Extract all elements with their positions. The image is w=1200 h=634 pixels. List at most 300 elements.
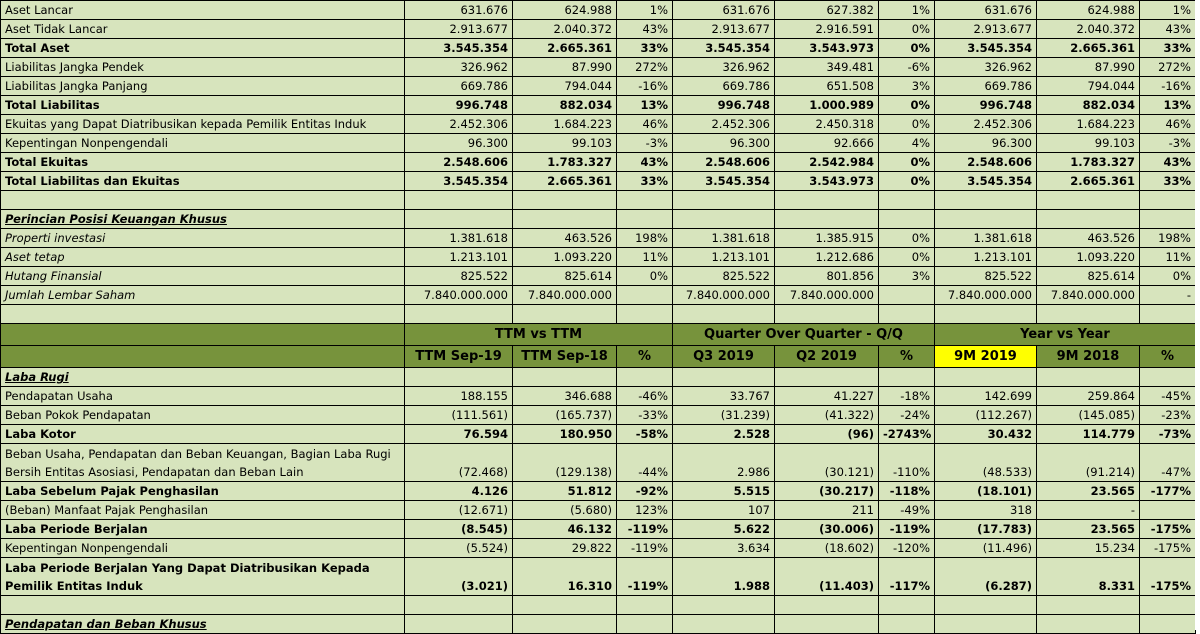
value-cell[interactable]: 326.962 [673, 58, 775, 77]
value-cell[interactable]: 29.822 [513, 539, 617, 558]
row-label-cell[interactable] [1, 191, 405, 210]
value-cell[interactable]: (3.021) [405, 558, 513, 596]
value-cell[interactable] [1140, 210, 1196, 229]
value-cell[interactable]: (8.545) [405, 520, 513, 539]
value-cell[interactable]: 3% [879, 77, 935, 96]
value-cell[interactable]: 326.962 [935, 58, 1037, 77]
value-cell[interactable]: -119% [617, 539, 673, 558]
value-cell[interactable]: (18.101) [935, 482, 1037, 501]
value-cell[interactable]: (145.085) [1037, 406, 1140, 425]
value-cell[interactable]: 794.044 [513, 77, 617, 96]
value-cell[interactable]: -177% [1140, 482, 1196, 501]
value-cell[interactable]: 669.786 [935, 77, 1037, 96]
value-cell[interactable] [513, 305, 617, 324]
value-cell[interactable]: 11% [617, 248, 673, 267]
value-cell[interactable]: 1% [879, 1, 935, 20]
value-cell[interactable]: -119% [617, 558, 673, 596]
value-cell[interactable]: 7.840.000.000 [1037, 286, 1140, 305]
value-cell[interactable]: 3.545.354 [673, 39, 775, 58]
row-label-cell[interactable]: Beban Usaha, Pendapatan dan Beban Keuangan, Bagian Laba Rugi Bersih Entitas Asosiasi, Pendapatan dan Beban Lain [1, 444, 405, 482]
value-cell[interactable]: 33.767 [673, 387, 775, 406]
value-cell[interactable]: 1.684.223 [513, 115, 617, 134]
value-cell[interactable]: -23% [1140, 406, 1196, 425]
row-label-cell[interactable]: Hutang Finansial [1, 267, 405, 286]
value-cell[interactable]: 33% [617, 172, 673, 191]
value-cell[interactable]: 0% [879, 172, 935, 191]
value-cell[interactable]: (96) [775, 425, 879, 444]
value-cell[interactable]: 2.452.306 [405, 115, 513, 134]
value-cell[interactable]: 0% [879, 229, 935, 248]
value-cell[interactable] [405, 210, 513, 229]
value-cell[interactable]: 7.840.000.000 [935, 286, 1037, 305]
value-cell[interactable]: 2.665.361 [513, 39, 617, 58]
value-cell[interactable] [879, 286, 935, 305]
value-cell[interactable]: -73% [1140, 425, 1196, 444]
value-cell[interactable]: 2.040.372 [513, 20, 617, 39]
value-cell[interactable]: 1.381.618 [935, 229, 1037, 248]
value-cell[interactable]: 33% [1140, 172, 1196, 191]
row-label-cell[interactable]: Properti investasi [1, 229, 405, 248]
value-cell[interactable] [775, 191, 879, 210]
value-cell[interactable]: (30.121) [775, 444, 879, 482]
row-label-cell[interactable]: Aset Lancar [1, 1, 405, 20]
value-cell[interactable]: 96.300 [673, 134, 775, 153]
value-cell[interactable]: (72.468) [405, 444, 513, 482]
row-label-cell[interactable]: Liabilitas Jangka Panjang [1, 77, 405, 96]
value-cell[interactable]: -3% [1140, 134, 1196, 153]
value-cell[interactable]: 7.840.000.000 [405, 286, 513, 305]
row-label-cell[interactable]: Perincian Posisi Keuangan Khusus [1, 210, 405, 229]
value-cell[interactable]: 2.665.361 [1037, 39, 1140, 58]
row-label-cell[interactable]: Liabilitas Jangka Pendek [1, 58, 405, 77]
value-cell[interactable] [1140, 191, 1196, 210]
value-cell[interactable]: 4.126 [405, 482, 513, 501]
value-cell[interactable]: -16% [617, 77, 673, 96]
value-cell[interactable]: (12.671) [405, 501, 513, 520]
value-cell[interactable]: -119% [617, 520, 673, 539]
value-cell[interactable]: 1.000.989 [775, 96, 879, 115]
value-cell[interactable]: 180.950 [513, 425, 617, 444]
value-cell[interactable]: 882.034 [1037, 96, 1140, 115]
value-cell[interactable] [617, 596, 673, 615]
value-cell[interactable]: (5.680) [513, 501, 617, 520]
value-cell[interactable]: 1.093.220 [1037, 248, 1140, 267]
value-cell[interactable]: 631.676 [935, 1, 1037, 20]
value-cell[interactable]: 5.622 [673, 520, 775, 539]
value-cell[interactable] [405, 596, 513, 615]
value-cell[interactable]: -175% [1140, 520, 1196, 539]
value-cell[interactable]: 1.093.220 [513, 248, 617, 267]
value-cell[interactable]: 1.783.327 [1037, 153, 1140, 172]
value-cell[interactable]: 87.990 [1037, 58, 1140, 77]
value-cell[interactable]: 0% [1140, 267, 1196, 286]
row-label-cell[interactable]: Laba Sebelum Pajak Penghasilan [1, 482, 405, 501]
value-cell[interactable]: (5.524) [405, 539, 513, 558]
value-cell[interactable]: 825.614 [1037, 267, 1140, 286]
value-cell[interactable] [879, 305, 935, 324]
value-cell[interactable]: 326.962 [405, 58, 513, 77]
value-cell[interactable]: (129.138) [513, 444, 617, 482]
value-cell[interactable] [405, 615, 513, 634]
value-cell[interactable] [513, 615, 617, 634]
value-cell[interactable]: -16% [1140, 77, 1196, 96]
column-header-cell[interactable]: % [1140, 346, 1196, 368]
value-cell[interactable]: 43% [617, 153, 673, 172]
value-cell[interactable]: (30.217) [775, 482, 879, 501]
header-blank-cell[interactable] [1, 324, 405, 346]
value-cell[interactable]: - [1037, 501, 1140, 520]
value-cell[interactable]: (11.496) [935, 539, 1037, 558]
value-cell[interactable] [775, 305, 879, 324]
value-cell[interactable]: 99.103 [1037, 134, 1140, 153]
row-label-cell[interactable]: Pendapatan dan Beban Khusus [1, 615, 405, 634]
value-cell[interactable]: 4% [879, 134, 935, 153]
value-cell[interactable]: 2.528 [673, 425, 775, 444]
value-cell[interactable]: 2.452.306 [673, 115, 775, 134]
row-label-cell[interactable]: Aset tetap [1, 248, 405, 267]
row-label-cell[interactable] [1, 305, 405, 324]
column-header-cell[interactable]: 9M 2018 [1037, 346, 1140, 368]
value-cell[interactable]: 7.840.000.000 [673, 286, 775, 305]
value-cell[interactable] [673, 305, 775, 324]
value-cell[interactable] [617, 305, 673, 324]
value-cell[interactable] [1140, 305, 1196, 324]
row-label-cell[interactable]: Kepentingan Nonpengendali [1, 134, 405, 153]
value-cell[interactable]: (91.214) [1037, 444, 1140, 482]
value-cell[interactable]: -49% [879, 501, 935, 520]
value-cell[interactable]: 0% [617, 267, 673, 286]
value-cell[interactable]: 259.864 [1037, 387, 1140, 406]
value-cell[interactable]: 7.840.000.000 [775, 286, 879, 305]
value-cell[interactable]: 996.748 [935, 96, 1037, 115]
value-cell[interactable] [673, 210, 775, 229]
value-cell[interactable]: 463.526 [513, 229, 617, 248]
value-cell[interactable]: 15.234 [1037, 539, 1140, 558]
value-cell[interactable] [513, 191, 617, 210]
value-cell[interactable]: 7.840.000.000 [513, 286, 617, 305]
value-cell[interactable]: 1.213.101 [405, 248, 513, 267]
value-cell[interactable]: 107 [673, 501, 775, 520]
value-cell[interactable]: 631.676 [405, 1, 513, 20]
value-cell[interactable]: 996.748 [405, 96, 513, 115]
value-cell[interactable]: 463.526 [1037, 229, 1140, 248]
value-cell[interactable]: 23.565 [1037, 520, 1140, 539]
row-label-cell[interactable]: Laba Periode Berjalan Yang Dapat Diatribusikan Kepada Pemilik Entitas Induk [1, 558, 405, 596]
value-cell[interactable]: 188.155 [405, 387, 513, 406]
value-cell[interactable]: 3.545.354 [673, 172, 775, 191]
row-label-cell[interactable]: Aset Tidak Lancar [1, 20, 405, 39]
value-cell[interactable]: 651.508 [775, 77, 879, 96]
value-cell[interactable]: 2.665.361 [1037, 172, 1140, 191]
value-cell[interactable]: -117% [879, 558, 935, 596]
value-cell[interactable] [673, 368, 775, 387]
value-cell[interactable]: - [1140, 286, 1196, 305]
value-cell[interactable]: 3% [879, 267, 935, 286]
row-label-cell[interactable]: Laba Rugi [1, 368, 405, 387]
value-cell[interactable]: 825.614 [513, 267, 617, 286]
value-cell[interactable]: -18% [879, 387, 935, 406]
value-cell[interactable]: 46% [1140, 115, 1196, 134]
column-header-cell[interactable]: % [879, 346, 935, 368]
value-cell[interactable] [405, 368, 513, 387]
value-cell[interactable]: 41.227 [775, 387, 879, 406]
value-cell[interactable]: 30.432 [935, 425, 1037, 444]
value-cell[interactable]: (17.783) [935, 520, 1037, 539]
value-cell[interactable]: 825.522 [405, 267, 513, 286]
value-cell[interactable] [405, 191, 513, 210]
value-cell[interactable]: 0% [879, 115, 935, 134]
row-label-cell[interactable]: Jumlah Lembar Saham [1, 286, 405, 305]
value-cell[interactable] [1140, 368, 1196, 387]
value-cell[interactable]: 5.515 [673, 482, 775, 501]
value-cell[interactable] [879, 596, 935, 615]
value-cell[interactable]: 2.450.318 [775, 115, 879, 134]
row-label-cell[interactable]: Pendapatan Usaha [1, 387, 405, 406]
value-cell[interactable] [1037, 210, 1140, 229]
value-cell[interactable]: 349.481 [775, 58, 879, 77]
value-cell[interactable]: 198% [1140, 229, 1196, 248]
column-header-cell[interactable]: Q3 2019 [673, 346, 775, 368]
value-cell[interactable] [1037, 615, 1140, 634]
value-cell[interactable]: 3.543.973 [775, 39, 879, 58]
row-label-cell[interactable]: (Beban) Manfaat Pajak Penghasilan [1, 501, 405, 520]
value-cell[interactable] [617, 286, 673, 305]
value-cell[interactable]: 669.786 [405, 77, 513, 96]
row-label-cell[interactable]: Total Liabilitas [1, 96, 405, 115]
value-cell[interactable] [1037, 368, 1140, 387]
value-cell[interactable]: 92.666 [775, 134, 879, 153]
value-cell[interactable]: (111.561) [405, 406, 513, 425]
value-cell[interactable]: 33% [1140, 39, 1196, 58]
value-cell[interactable]: 318 [935, 501, 1037, 520]
value-cell[interactable]: 46% [617, 115, 673, 134]
value-cell[interactable]: (48.533) [935, 444, 1037, 482]
value-cell[interactable]: 1% [1140, 1, 1196, 20]
value-cell[interactable] [405, 305, 513, 324]
value-cell[interactable] [775, 210, 879, 229]
value-cell[interactable]: -6% [879, 58, 935, 77]
value-cell[interactable]: 272% [1140, 58, 1196, 77]
value-cell[interactable]: -46% [617, 387, 673, 406]
value-cell[interactable]: -33% [617, 406, 673, 425]
value-cell[interactable]: (11.403) [775, 558, 879, 596]
value-cell[interactable]: 825.522 [673, 267, 775, 286]
value-cell[interactable] [1037, 305, 1140, 324]
value-cell[interactable]: -2743% [879, 425, 935, 444]
value-cell[interactable] [935, 191, 1037, 210]
value-cell[interactable] [775, 368, 879, 387]
value-cell[interactable]: 1.783.327 [513, 153, 617, 172]
value-cell[interactable]: 3.543.973 [775, 172, 879, 191]
value-cell[interactable]: 3.545.354 [935, 39, 1037, 58]
value-cell[interactable]: 51.812 [513, 482, 617, 501]
value-cell[interactable]: 825.522 [935, 267, 1037, 286]
value-cell[interactable]: 3.634 [673, 539, 775, 558]
value-cell[interactable]: 96.300 [935, 134, 1037, 153]
value-cell[interactable]: 0% [879, 248, 935, 267]
value-cell[interactable]: -3% [617, 134, 673, 153]
value-cell[interactable]: 631.676 [673, 1, 775, 20]
value-cell[interactable]: 1.381.618 [673, 229, 775, 248]
value-cell[interactable] [1140, 615, 1196, 634]
value-cell[interactable]: 198% [617, 229, 673, 248]
value-cell[interactable]: 2.665.361 [513, 172, 617, 191]
value-cell[interactable]: 2.548.606 [935, 153, 1037, 172]
value-cell[interactable]: 996.748 [673, 96, 775, 115]
value-cell[interactable] [617, 191, 673, 210]
row-label-cell[interactable] [1, 596, 405, 615]
value-cell[interactable] [513, 596, 617, 615]
value-cell[interactable] [879, 615, 935, 634]
column-header-cell[interactable]: TTM Sep-18 [513, 346, 617, 368]
value-cell[interactable]: 2.913.677 [935, 20, 1037, 39]
value-cell[interactable]: 8.331 [1037, 558, 1140, 596]
value-cell[interactable] [617, 615, 673, 634]
value-cell[interactable]: 99.103 [513, 134, 617, 153]
value-cell[interactable]: (30.006) [775, 520, 879, 539]
value-cell[interactable]: 3.545.354 [935, 172, 1037, 191]
value-cell[interactable]: -44% [617, 444, 673, 482]
value-cell[interactable]: 16.310 [513, 558, 617, 596]
value-cell[interactable]: 114.779 [1037, 425, 1140, 444]
value-cell[interactable]: 2.913.677 [405, 20, 513, 39]
column-header-cell[interactable]: % [617, 346, 673, 368]
value-cell[interactable]: -120% [879, 539, 935, 558]
value-cell[interactable]: 0% [879, 39, 935, 58]
row-label-cell[interactable]: Ekuitas yang Dapat Diatribusikan kepada Pemilik Entitas Induk [1, 115, 405, 134]
value-cell[interactable] [775, 615, 879, 634]
value-cell[interactable]: -175% [1140, 558, 1196, 596]
value-cell[interactable]: 43% [1140, 20, 1196, 39]
value-cell[interactable] [673, 596, 775, 615]
value-cell[interactable] [935, 615, 1037, 634]
value-cell[interactable]: 794.044 [1037, 77, 1140, 96]
value-cell[interactable] [935, 368, 1037, 387]
value-cell[interactable]: 123% [617, 501, 673, 520]
value-cell[interactable]: (165.737) [513, 406, 617, 425]
value-cell[interactable]: 0% [879, 153, 935, 172]
value-cell[interactable]: -47% [1140, 444, 1196, 482]
value-cell[interactable]: 3.545.354 [405, 172, 513, 191]
header-blank-cell[interactable] [1, 346, 405, 368]
row-label-cell[interactable]: Kepentingan Nonpengendali [1, 539, 405, 558]
value-cell[interactable]: 1.988 [673, 558, 775, 596]
value-cell[interactable]: 2.548.606 [405, 153, 513, 172]
value-cell[interactable] [673, 191, 775, 210]
value-cell[interactable]: 882.034 [513, 96, 617, 115]
group-header-cell[interactable]: TTM vs TTM [405, 324, 673, 346]
value-cell[interactable]: 87.990 [513, 58, 617, 77]
column-header-cell[interactable]: Q2 2019 [775, 346, 879, 368]
value-cell[interactable]: 2.548.606 [673, 153, 775, 172]
column-header-cell[interactable]: TTM Sep-19 [405, 346, 513, 368]
value-cell[interactable]: 2.542.984 [775, 153, 879, 172]
value-cell[interactable]: 46.132 [513, 520, 617, 539]
value-cell[interactable] [1037, 191, 1140, 210]
value-cell[interactable] [935, 210, 1037, 229]
group-header-cell[interactable]: Year vs Year [935, 324, 1196, 346]
value-cell[interactable]: 2.913.677 [673, 20, 775, 39]
value-cell[interactable] [879, 191, 935, 210]
column-header-cell[interactable]: 9M 2019 [935, 346, 1037, 368]
value-cell[interactable]: (112.267) [935, 406, 1037, 425]
value-cell[interactable]: 627.382 [775, 1, 879, 20]
value-cell[interactable]: 669.786 [673, 77, 775, 96]
value-cell[interactable]: -24% [879, 406, 935, 425]
value-cell[interactable]: 211 [775, 501, 879, 520]
value-cell[interactable]: 2.986 [673, 444, 775, 482]
value-cell[interactable] [879, 210, 935, 229]
value-cell[interactable]: (41.322) [775, 406, 879, 425]
value-cell[interactable]: 43% [1140, 153, 1196, 172]
row-label-cell[interactable]: Beban Pokok Pendapatan [1, 406, 405, 425]
value-cell[interactable] [617, 368, 673, 387]
value-cell[interactable]: 3.545.354 [405, 39, 513, 58]
group-header-cell[interactable]: Quarter Over Quarter - Q/Q [673, 324, 935, 346]
value-cell[interactable] [935, 596, 1037, 615]
value-cell[interactable]: 96.300 [405, 134, 513, 153]
value-cell[interactable]: 2.040.372 [1037, 20, 1140, 39]
value-cell[interactable]: 43% [617, 20, 673, 39]
row-label-cell[interactable]: Total Ekuitas [1, 153, 405, 172]
value-cell[interactable] [1140, 596, 1196, 615]
value-cell[interactable] [513, 210, 617, 229]
value-cell[interactable]: 2.452.306 [935, 115, 1037, 134]
value-cell[interactable]: 1% [617, 1, 673, 20]
value-cell[interactable]: 1.213.101 [935, 248, 1037, 267]
value-cell[interactable]: -110% [879, 444, 935, 482]
value-cell[interactable]: 23.565 [1037, 482, 1140, 501]
value-cell[interactable] [513, 368, 617, 387]
value-cell[interactable] [935, 305, 1037, 324]
value-cell[interactable]: 624.988 [1037, 1, 1140, 20]
value-cell[interactable]: 2.916.591 [775, 20, 879, 39]
value-cell[interactable]: -58% [617, 425, 673, 444]
value-cell[interactable]: -92% [617, 482, 673, 501]
value-cell[interactable]: -45% [1140, 387, 1196, 406]
value-cell[interactable]: 13% [617, 96, 673, 115]
value-cell[interactable]: 1.212.686 [775, 248, 879, 267]
value-cell[interactable]: -119% [879, 520, 935, 539]
value-cell[interactable] [617, 210, 673, 229]
value-cell[interactable]: 1.684.223 [1037, 115, 1140, 134]
value-cell[interactable]: 76.594 [405, 425, 513, 444]
value-cell[interactable]: 1.381.618 [405, 229, 513, 248]
value-cell[interactable] [673, 615, 775, 634]
row-label-cell[interactable]: Total Liabilitas dan Ekuitas [1, 172, 405, 191]
value-cell[interactable]: 13% [1140, 96, 1196, 115]
value-cell[interactable]: 1.213.101 [673, 248, 775, 267]
value-cell[interactable]: -175% [1140, 539, 1196, 558]
row-label-cell[interactable]: Total Aset [1, 39, 405, 58]
value-cell[interactable]: 11% [1140, 248, 1196, 267]
value-cell[interactable]: 142.699 [935, 387, 1037, 406]
value-cell[interactable] [879, 368, 935, 387]
value-cell[interactable]: 801.856 [775, 267, 879, 286]
value-cell[interactable]: -118% [879, 482, 935, 501]
row-label-cell[interactable]: Laba Kotor [1, 425, 405, 444]
value-cell[interactable]: 1.385.915 [775, 229, 879, 248]
value-cell[interactable]: 624.988 [513, 1, 617, 20]
value-cell[interactable] [1037, 596, 1140, 615]
value-cell[interactable]: 346.688 [513, 387, 617, 406]
value-cell[interactable]: (18.602) [775, 539, 879, 558]
row-label-cell[interactable]: Laba Periode Berjalan [1, 520, 405, 539]
value-cell[interactable]: 0% [879, 96, 935, 115]
value-cell[interactable]: 272% [617, 58, 673, 77]
value-cell[interactable]: (31.239) [673, 406, 775, 425]
value-cell[interactable]: 33% [617, 39, 673, 58]
